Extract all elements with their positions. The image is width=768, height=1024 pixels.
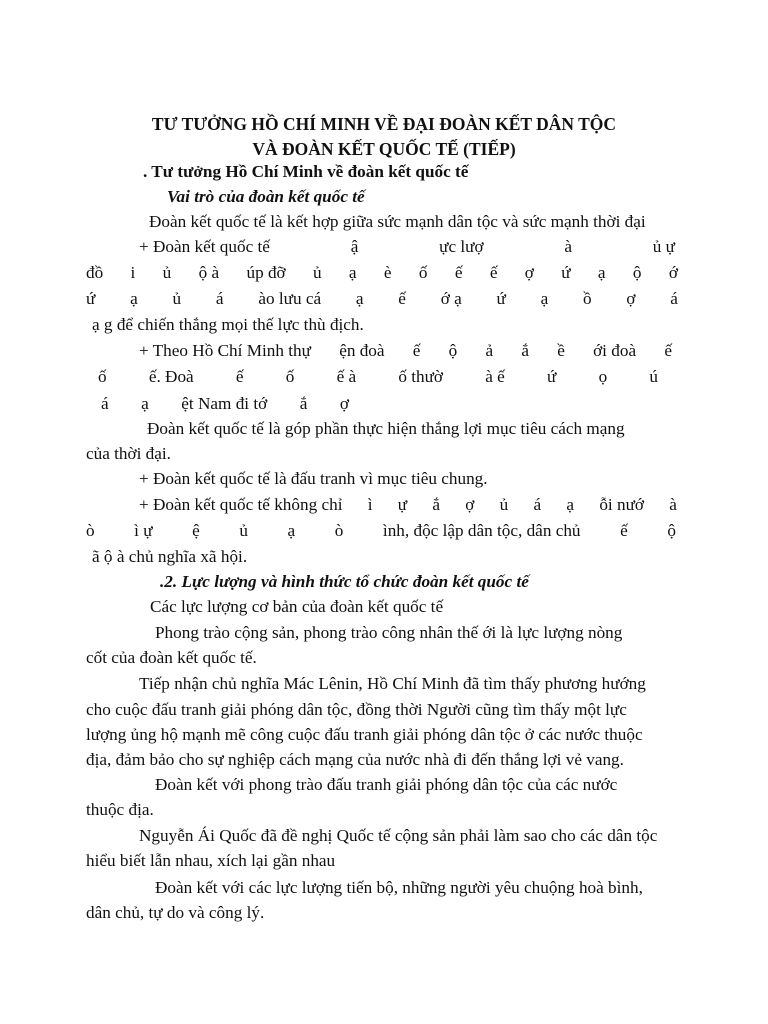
document-title-line-1: TƯ TƯỞNG HỒ CHÍ MINH VỀ ĐẠI ĐOÀN KẾT DÂN TỘC: [151, 114, 617, 134]
paragraph-peace-line-2: dân chủ, tự do và công lý.: [86, 903, 265, 922]
paragraph-role-intro: Đoàn kết quốc tế là kết hợp giữa sức mạnh dân tộc và sức mạnh thời đại: [149, 212, 646, 231]
paragraph-marx-line-4: địa, đảm bảo cho sự nghiệp cách mạng của nước nhà đi đến thắng lợi vẻ vang.: [86, 750, 624, 769]
paragraph-core-line-1: Phong trào cộng sản, phong trào công nhân thế ới là lực lượng nòng: [155, 623, 623, 642]
paragraph-nguyen-ai-quoc-line-1: Nguyễn Ái Quốc đã đề nghị Quốc tế cộng sản phải làm sao cho các dân tộc: [139, 826, 658, 845]
heading-forces: .2. Lực lượng và hình thức tổ chức đoàn kết quốc tế: [160, 572, 529, 591]
paragraph-core-line-2: cốt của đoàn kết quốc tế.: [86, 648, 257, 667]
paragraph-nguyen-ai-quoc-line-2: hiểu biết lẫn nhau, xích lại gần nhau: [86, 851, 336, 870]
bullet-1-line-3: ứ ạ ủ á ào lưu cá ạ ế ớ ạ ứ ạ ồ ợ á: [86, 289, 678, 308]
bullet-4-line-2: ò ì ự ệ ủ ạ ò ình, độc lập dân tộc, dân chủ ế ộ: [86, 521, 676, 540]
paragraph-marx-line-3: lượng ủng hộ mạnh mẽ công cuộc đấu tranh giải phóng dân tộc ở các nước thuộc: [86, 725, 643, 744]
bullet-1-line-2: đồ i ủ ộ à úp đỡ ủ ạ è ố ế ế ợ ứ ạ ộ ớ: [86, 263, 678, 282]
document-title-line-2: VÀ ĐOÀN KẾT QUỐC TẾ (TIẾP): [252, 139, 516, 159]
subheading-role: Vai trò của đoàn kết quốc tế: [167, 187, 365, 206]
paragraph-colony-line-1: Đoàn kết với phong trào đấu tranh giải phóng dân tộc của các nước: [155, 775, 618, 794]
bullet-2-line-1: + Theo Hồ Chí Minh thự ện đoà ế ộ ả ắ ề ới đoà ế: [139, 341, 672, 360]
bullet-4-line-1: + Đoàn kết quốc tế không chỉ ì ự ắ ợ ủ á ạ ỗi nướ à: [139, 495, 677, 514]
bullet-4-line-3: ã ộ à chủ nghĩa xã hội.: [92, 547, 248, 566]
paragraph-forces-intro: Các lực lượng cơ bản của đoàn kết quốc tế: [150, 597, 444, 616]
paragraph-goal-line-1: Đoàn kết quốc tế là góp phần thực hiện thắng lợi mục tiêu cách mạng: [147, 419, 625, 438]
bullet-1-line-4: ạ g để chiến thắng mọi thế lực thù địch.: [92, 315, 364, 334]
paragraph-goal-line-2: của thời đại.: [86, 444, 171, 463]
paragraph-colony-line-2: thuộc địa.: [86, 800, 154, 819]
paragraph-peace-line-1: Đoàn kết với các lực lượng tiến bộ, những người yêu chuộng hoà bình,: [155, 878, 643, 897]
bullet-1-line-1: + Đoàn kết quốc tế ậ ực lượ à ủ ự: [139, 237, 675, 256]
bullet-2-line-2: ố ế. Đoà ế ố ế à ố thườ à ế ứ ọ ú: [98, 367, 658, 386]
bullet-2-line-3: á ạ ệt Nam đi tớ ắ ợ: [101, 394, 349, 413]
bullet-3: + Đoàn kết quốc tế là đấu tranh vì mục tiêu chung.: [139, 469, 488, 488]
paragraph-marx-line-2: cho cuộc đấu tranh giải phóng dân tộc, đồng thời Người cũng tìm thấy một lực: [86, 700, 627, 719]
paragraph-marx-line-1: Tiếp nhận chủ nghĩa Mác Lênin, Hồ Chí Minh đã tìm thấy phương hướng: [139, 674, 646, 693]
section-heading: . Tư tưởng Hồ Chí Minh về đoàn kết quốc tế: [143, 162, 469, 181]
